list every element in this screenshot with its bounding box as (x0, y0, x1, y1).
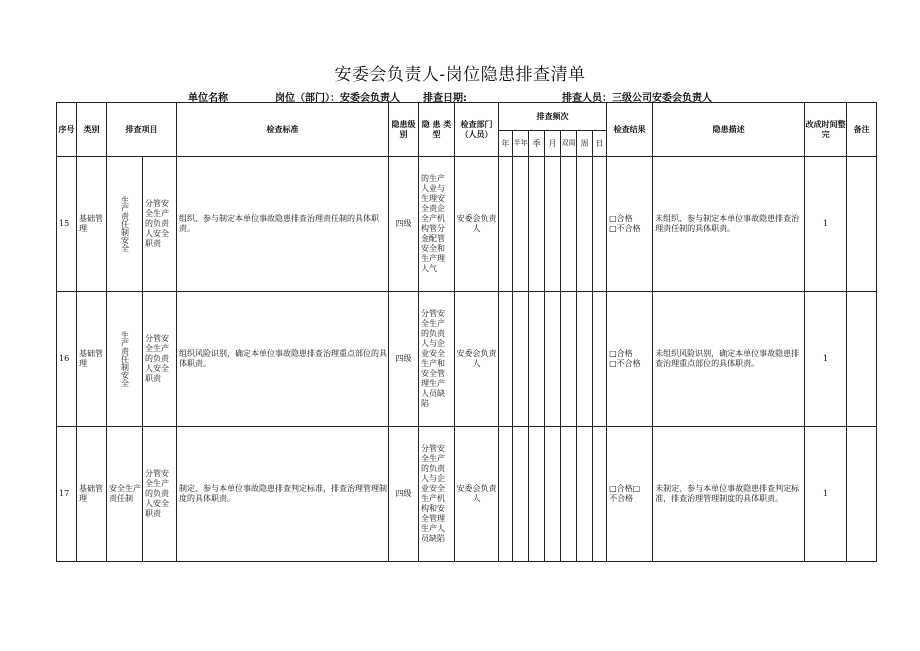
header-item: 排查项目 (107, 103, 177, 157)
row-remark[interactable] (847, 157, 877, 292)
header-standard: 检查标准 (177, 103, 389, 157)
row-category: 基础管理 (77, 292, 107, 427)
header-deadline: 改成时间整完 (805, 103, 847, 157)
row-deadline: 1 (805, 292, 847, 427)
header-seq: 序号 (57, 103, 77, 157)
position-label: 岗位（部门）：安委会负责人 (275, 93, 400, 104)
row-standard: 制定、参与本单位事故隐患排查判定标准，排查治理管理制度的具体职责。 (177, 427, 389, 562)
freq-biweekly: 双周 (561, 131, 577, 157)
unit-name-label: 单位名称 (188, 93, 228, 104)
result-pass-checkbox[interactable]: □合格 (609, 214, 633, 223)
freq-cell[interactable] (545, 427, 561, 562)
freq-cell[interactable] (529, 427, 545, 562)
result-pass-checkbox[interactable]: □合格□ (609, 484, 641, 493)
row-standard: 组织、参与制定本单位事故隐患排查治理责任制的具体职责。 (177, 157, 389, 292)
row-seq: 17 (57, 427, 77, 562)
row-category: 基础管理 (77, 427, 107, 562)
row-standard: 组织风险识别，确定本单位事故隐患排查治理重点部位的具体职责。 (177, 292, 389, 427)
freq-cell[interactable] (593, 427, 607, 562)
row-result[interactable] (607, 292, 653, 427)
freq-cell[interactable] (513, 427, 529, 562)
header-result: 检查结果 (607, 103, 653, 157)
freq-cell[interactable] (513, 157, 529, 292)
header-type: 隐 患 类型 (419, 103, 455, 157)
header-desc: 隐患描述 (653, 103, 805, 157)
row-deadline: 1 (805, 427, 847, 562)
freq-cell[interactable] (593, 157, 607, 292)
freq-cell[interactable] (499, 292, 513, 427)
row-dept: 安委会负责人 (455, 427, 499, 562)
result-fail-checkbox[interactable]: □不合格 (609, 359, 641, 368)
row-result[interactable] (607, 157, 653, 292)
header-freq: 排查频次 (499, 103, 607, 131)
row-level: 四级 (389, 427, 419, 562)
row-hazard-type: 分管安全生产的负责人与企业安全生产和安全管理生产人员缺陷 (419, 292, 455, 427)
header-remark: 备注 (847, 103, 877, 157)
row-hazard-type: 分管安全生产的负责人与企业安全生产机构和安全管理生产人员缺陷 (419, 427, 455, 562)
table-row (57, 427, 877, 562)
inspector-label: 排查人员：三级公司安委会负责人 (562, 93, 712, 104)
row-item-sub: 分管安全生产的负责人安全职责 (143, 157, 177, 292)
freq-year: 年 (499, 131, 513, 157)
freq-quarter: 季 (529, 131, 545, 157)
row-item-main: 生产责任制安全 (107, 157, 143, 292)
row-remark[interactable] (847, 292, 877, 427)
header-level: 隐患级别 (389, 103, 419, 157)
row-dept: 安委会负责人 (455, 157, 499, 292)
freq-cell[interactable] (577, 157, 593, 292)
row-dept: 安委会负责人 (455, 292, 499, 427)
row-seq: 15 (57, 157, 77, 292)
freq-month: 月 (545, 131, 561, 157)
freq-cell[interactable] (545, 157, 561, 292)
row-result[interactable] (607, 427, 653, 562)
row-item-sub: 分管安全生产的负责人安全职责 (143, 427, 177, 562)
page-title: 安委会负责人-岗位隐患排查清单 (334, 65, 586, 85)
hazard-checklist-table (56, 102, 877, 562)
row-remark[interactable] (847, 427, 877, 562)
row-deadline: 1 (805, 157, 847, 292)
freq-cell[interactable] (499, 157, 513, 292)
row-level: 四级 (389, 157, 419, 292)
freq-cell[interactable] (561, 292, 577, 427)
freq-week: 周 (577, 131, 593, 157)
row-hazard-type: 的生产人业与生理安全责企全产机构管分金配管安全和生产理人气 (419, 157, 455, 292)
freq-cell[interactable] (593, 292, 607, 427)
result-pass-checkbox[interactable]: □合格 (609, 349, 633, 358)
row-seq: 16 (57, 292, 77, 427)
header-row (57, 103, 877, 131)
row-item-main: 安全生产责任制 (107, 427, 143, 562)
row-item-main: 生产责任制安全 (107, 292, 143, 427)
freq-cell[interactable] (561, 427, 577, 562)
freq-cell[interactable] (577, 292, 593, 427)
header-category: 类别 (77, 103, 107, 157)
table-row (57, 157, 877, 292)
header-dept: 检查部门（人员） (455, 103, 499, 157)
row-category: 基础管理 (77, 157, 107, 292)
result-fail-checkbox[interactable]: □不合格 (609, 224, 641, 233)
row-desc: 未组织、参与制定本单位事故隐患排查治理责任制的具体职责。 (653, 157, 805, 292)
freq-cell[interactable] (577, 427, 593, 562)
check-date-label: 排查日期: (423, 93, 467, 104)
freq-day: 日 (593, 131, 607, 157)
row-item-sub: 分管安全生产的负责人安全职责 (143, 292, 177, 427)
freq-cell[interactable] (545, 292, 561, 427)
freq-halfyear: 半年 (513, 131, 529, 157)
table-row (57, 292, 877, 427)
row-desc: 未制定、参与本单位事故隐患排查判定标准，排查治理管理制度的具体职责。 (653, 427, 805, 562)
row-level: 四级 (389, 292, 419, 427)
result-fail-checkbox[interactable]: 不合格 (609, 494, 634, 503)
freq-cell[interactable] (513, 292, 529, 427)
freq-cell[interactable] (529, 292, 545, 427)
row-desc: 未组织风险识别，确定本单位事故隐患排查治理重点部位的具体职责。 (653, 292, 805, 427)
freq-cell[interactable] (561, 157, 577, 292)
freq-cell[interactable] (499, 427, 513, 562)
freq-cell[interactable] (529, 157, 545, 292)
